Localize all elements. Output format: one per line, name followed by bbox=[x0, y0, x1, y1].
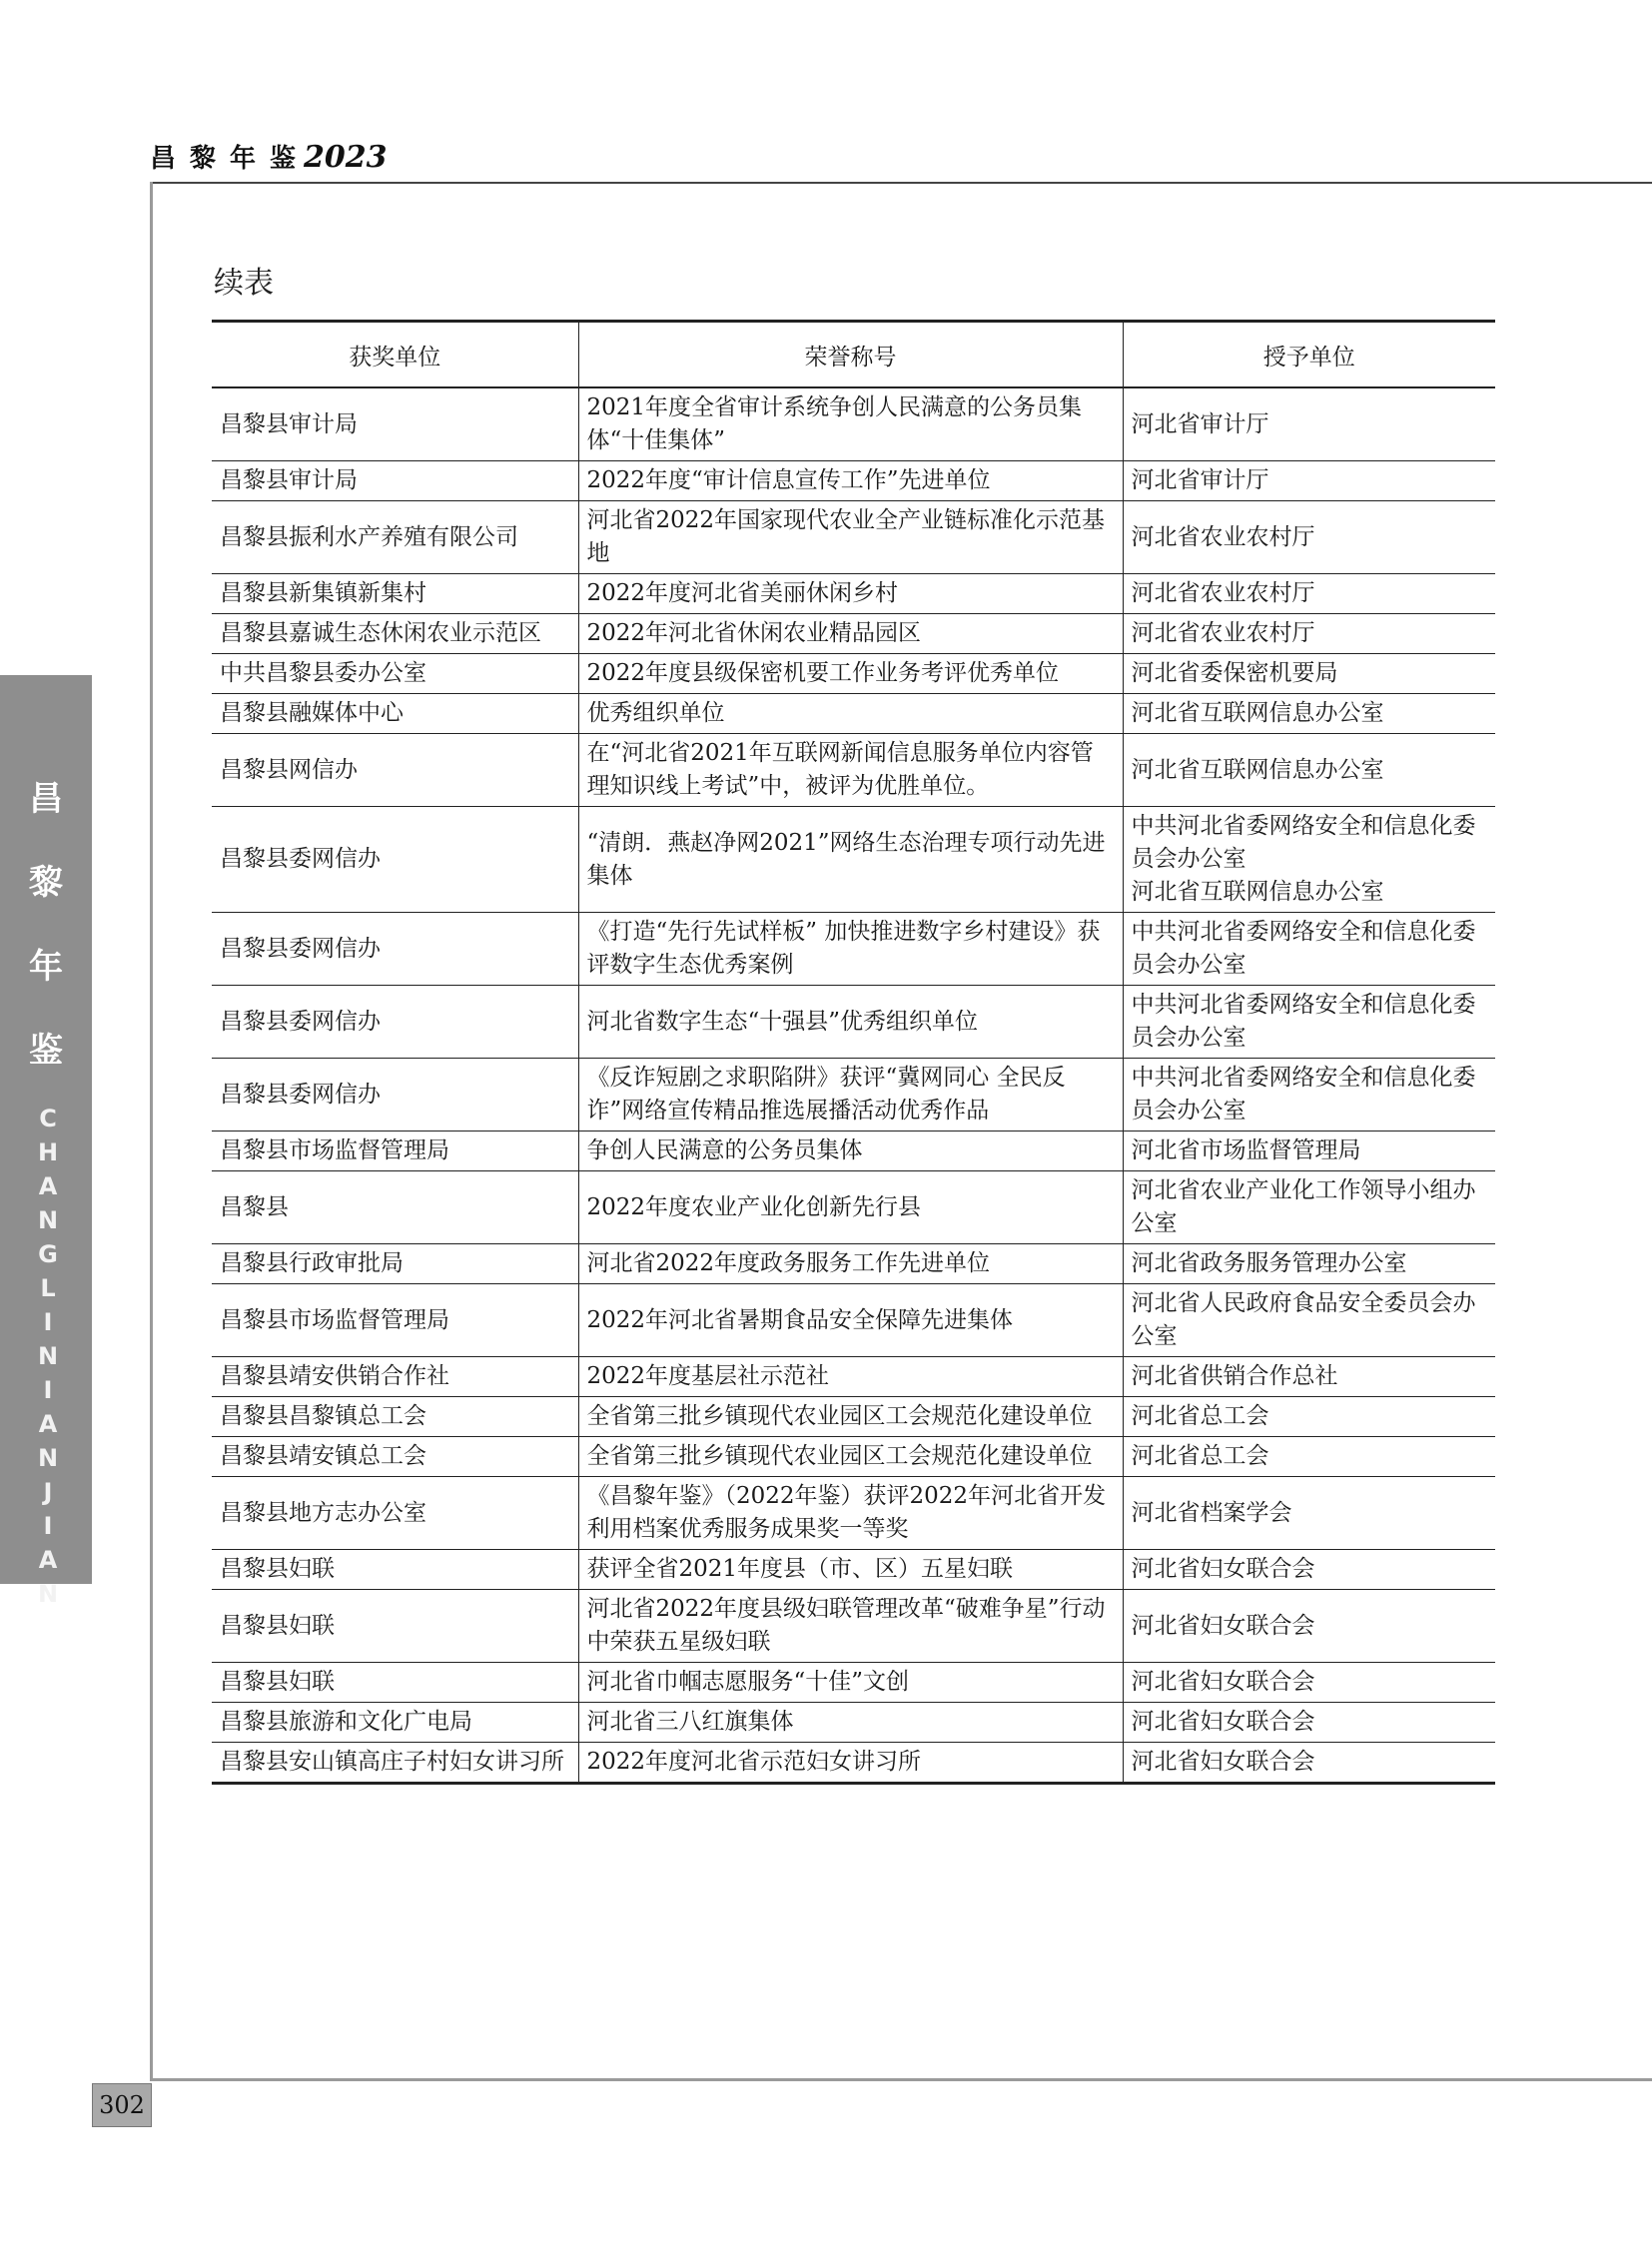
award-unit-cell: 昌黎县振利水产养殖有限公司 bbox=[212, 501, 578, 574]
honor-title-cell: 河北省数字生态“十强县”优秀组织单位 bbox=[578, 986, 1123, 1059]
granting-unit-cell: 河北省人民政府食品安全委员会办公室 bbox=[1123, 1284, 1495, 1357]
honor-title-cell: 全省第三批乡镇现代农业园区工会规范化建设单位 bbox=[578, 1397, 1123, 1437]
granting-unit-cell: 河北省供销合作总社 bbox=[1123, 1357, 1495, 1397]
granting-unit-cell: 河北省总工会 bbox=[1123, 1397, 1495, 1437]
table-row bbox=[212, 387, 1495, 461]
side-tab bbox=[0, 675, 92, 1614]
granting-unit-cell: 河北省互联网信息办公室 bbox=[1123, 694, 1495, 734]
table-body bbox=[212, 387, 1495, 1784]
award-unit-cell: 昌黎县审计局 bbox=[212, 461, 578, 501]
honor-title-cell: 全省第三批乡镇现代农业园区工会规范化建设单位 bbox=[578, 1437, 1123, 1477]
honor-title-cell: 2022年度县级保密机要工作业务考评优秀单位 bbox=[578, 654, 1123, 694]
table-row bbox=[212, 1590, 1495, 1663]
granting-unit-cell: 河北省妇女联合会 bbox=[1123, 1743, 1495, 1784]
table-row bbox=[212, 986, 1495, 1059]
table-row bbox=[212, 1397, 1495, 1437]
header-granting-unit: 授予单位 bbox=[1123, 322, 1495, 388]
honor-title-cell: 2022年河北省休闲农业精品园区 bbox=[578, 614, 1123, 654]
award-unit-cell: 昌黎县委网信办 bbox=[212, 807, 578, 913]
award-unit-cell: 中共昌黎县委办公室 bbox=[212, 654, 578, 694]
granting-unit-cell: 河北省总工会 bbox=[1123, 1437, 1495, 1477]
award-unit-cell: 昌黎县嘉诚生态休闲农业示范区 bbox=[212, 614, 578, 654]
honor-title-cell: 在“河北省2021年互联网新闻信息服务单位内容管理知识线上考试”中，被评为优胜单位。 bbox=[578, 734, 1123, 807]
granting-unit-cell: 河北省档案学会 bbox=[1123, 1477, 1495, 1550]
table-row bbox=[212, 1284, 1495, 1357]
granting-unit-cell: 河北省市场监督管理局 bbox=[1123, 1132, 1495, 1171]
honor-title-cell: 2022年度农业产业化创新先行县 bbox=[578, 1171, 1123, 1244]
table-row bbox=[212, 1171, 1495, 1244]
side-char-2: 黎 bbox=[29, 863, 63, 903]
awards-table bbox=[212, 320, 1495, 1785]
header-honor-title: 荣誉称号 bbox=[578, 322, 1123, 388]
honor-title-cell: 获评全省2021年度县（市、区）五星妇联 bbox=[578, 1550, 1123, 1590]
honor-title-cell: 争创人民满意的公务员集体 bbox=[578, 1132, 1123, 1171]
honor-title-cell: 河北省2022年国家现代农业全产业链标准化示范基地 bbox=[578, 501, 1123, 574]
granting-unit-cell: 河北省互联网信息办公室 bbox=[1123, 734, 1495, 807]
award-unit-cell: 昌黎县靖安供销合作社 bbox=[212, 1357, 578, 1397]
granting-unit-cell: 河北省农业产业化工作领导小组办公室 bbox=[1123, 1171, 1495, 1244]
granting-unit-cell: 中共河北省委网络安全和信息化委员会办公室 bbox=[1123, 913, 1495, 986]
honor-title-cell: 《反诈短剧之求职陷阱》获评“冀网同心 全民反诈”网络宣传精品推选展播活动优秀作品 bbox=[578, 1059, 1123, 1132]
award-unit-cell: 昌黎县昌黎镇总工会 bbox=[212, 1397, 578, 1437]
side-char-3: 年 bbox=[29, 947, 63, 987]
side-char-1: 昌 bbox=[29, 779, 63, 819]
granting-unit-cell: 河北省农业农村厅 bbox=[1123, 614, 1495, 654]
table-caption: 续表 bbox=[214, 266, 274, 301]
honor-title-cell: 2021年度全省审计系统争创人民满意的公务员集体“十佳集体” bbox=[578, 387, 1123, 461]
header-year: 2023 bbox=[304, 140, 388, 175]
honor-title-cell: “清朗．燕赵净网2021”网络生态治理专项行动先进集体 bbox=[578, 807, 1123, 913]
honor-title-cell: 河北省三八红旗集体 bbox=[578, 1703, 1123, 1743]
award-unit-cell: 昌黎县市场监督管理局 bbox=[212, 1132, 578, 1171]
table-row bbox=[212, 501, 1495, 574]
award-unit-cell: 昌黎县靖安镇总工会 bbox=[212, 1437, 578, 1477]
table-row bbox=[212, 1743, 1495, 1784]
honor-title-cell: 河北省巾帼志愿服务“十佳”文创 bbox=[578, 1663, 1123, 1703]
award-unit-cell: 昌黎县行政审批局 bbox=[212, 1244, 578, 1284]
award-unit-cell: 昌黎县 bbox=[212, 1171, 578, 1244]
granting-unit-cell: 中共河北省委网络安全和信息化委员会办公室 河北省互联网信息办公室 bbox=[1123, 807, 1495, 913]
granting-unit-cell: 河北省农业农村厅 bbox=[1123, 574, 1495, 614]
side-char-4: 鉴 bbox=[29, 1031, 63, 1071]
table-header-row bbox=[212, 322, 1495, 388]
granting-unit-cell: 河北省委保密机要局 bbox=[1123, 654, 1495, 694]
honor-title-cell: 河北省2022年度政务服务工作先进单位 bbox=[578, 1244, 1123, 1284]
honor-title-cell: 《打造“先行先试样板” 加快推进数字乡村建设》获评数字生态优秀案例 bbox=[578, 913, 1123, 986]
table-row bbox=[212, 1437, 1495, 1477]
honor-title-cell: 2022年度河北省美丽休闲乡村 bbox=[578, 574, 1123, 614]
table-row bbox=[212, 807, 1495, 913]
granting-unit-cell: 河北省审计厅 bbox=[1123, 461, 1495, 501]
table-row bbox=[212, 1477, 1495, 1550]
award-unit-cell: 昌黎县融媒体中心 bbox=[212, 694, 578, 734]
table-row bbox=[212, 1244, 1495, 1284]
table-row bbox=[212, 614, 1495, 654]
honor-title-cell: 《昌黎年鉴》（2022年鉴）获评2022年河北省开发利用档案优秀服务成果奖一等奖 bbox=[578, 1477, 1123, 1550]
award-unit-cell: 昌黎县地方志办公室 bbox=[212, 1477, 578, 1550]
header-title: 昌黎年鉴 bbox=[150, 144, 311, 174]
table-row bbox=[212, 734, 1495, 807]
table-row bbox=[212, 574, 1495, 614]
honor-title-cell: 2022年度河北省示范妇女讲习所 bbox=[578, 1743, 1123, 1784]
award-unit-cell: 昌黎县网信办 bbox=[212, 734, 578, 807]
granting-unit-cell: 河北省妇女联合会 bbox=[1123, 1703, 1495, 1743]
granting-unit-cell: 中共河北省委网络安全和信息化委员会办公室 bbox=[1123, 986, 1495, 1059]
table-row bbox=[212, 1703, 1495, 1743]
award-unit-cell: 昌黎县审计局 bbox=[212, 387, 578, 461]
table-row bbox=[212, 461, 1495, 501]
granting-unit-cell: 河北省妇女联合会 bbox=[1123, 1590, 1495, 1663]
award-unit-cell: 昌黎县旅游和文化广电局 bbox=[212, 1703, 578, 1743]
award-unit-cell: 昌黎县委网信办 bbox=[212, 986, 578, 1059]
award-unit-cell: 昌黎县市场监督管理局 bbox=[212, 1284, 578, 1357]
honor-title-cell: 优秀组织单位 bbox=[578, 694, 1123, 734]
granting-unit-cell: 中共河北省委网络安全和信息化委员会办公室 bbox=[1123, 1059, 1495, 1132]
table-row bbox=[212, 1357, 1495, 1397]
award-unit-cell: 昌黎县妇联 bbox=[212, 1590, 578, 1663]
granting-unit-cell: 河北省审计厅 bbox=[1123, 387, 1495, 461]
granting-unit-cell: 河北省妇女联合会 bbox=[1123, 1663, 1495, 1703]
award-unit-cell: 昌黎县委网信办 bbox=[212, 1059, 578, 1132]
granting-unit-cell: 河北省农业农村厅 bbox=[1123, 501, 1495, 574]
granting-unit-cell: 河北省妇女联合会 bbox=[1123, 1550, 1495, 1590]
table-row bbox=[212, 1550, 1495, 1590]
honor-title-cell: 2022年度基层社示范社 bbox=[578, 1357, 1123, 1397]
award-unit-cell: 昌黎县委网信办 bbox=[212, 913, 578, 986]
award-unit-cell: 昌黎县新集镇新集村 bbox=[212, 574, 578, 614]
award-unit-cell: 昌黎县安山镇高庄子村妇女讲习所 bbox=[212, 1743, 578, 1784]
award-unit-cell: 昌黎县妇联 bbox=[212, 1550, 578, 1590]
table-row bbox=[212, 1059, 1495, 1132]
table-row bbox=[212, 1132, 1495, 1171]
page-number: 302 bbox=[92, 2083, 152, 2127]
honor-title-cell: 河北省2022年度县级妇联管理改革“破难争星”行动中荣获五星级妇联 bbox=[578, 1590, 1123, 1663]
honor-title-cell: 2022年度“审计信息宣传工作”先进单位 bbox=[578, 461, 1123, 501]
table-row bbox=[212, 913, 1495, 986]
table-row bbox=[212, 694, 1495, 734]
running-header bbox=[150, 138, 388, 175]
table-row bbox=[212, 1663, 1495, 1703]
side-pinyin: CHANGLINIANJIAN bbox=[34, 1105, 62, 1614]
header-award-unit: 获奖单位 bbox=[212, 322, 578, 388]
award-unit-cell: 昌黎县妇联 bbox=[212, 1663, 578, 1703]
honor-title-cell: 2022年河北省暑期食品安全保障先进集体 bbox=[578, 1284, 1123, 1357]
table-row bbox=[212, 654, 1495, 694]
granting-unit-cell: 河北省政务服务管理办公室 bbox=[1123, 1244, 1495, 1284]
